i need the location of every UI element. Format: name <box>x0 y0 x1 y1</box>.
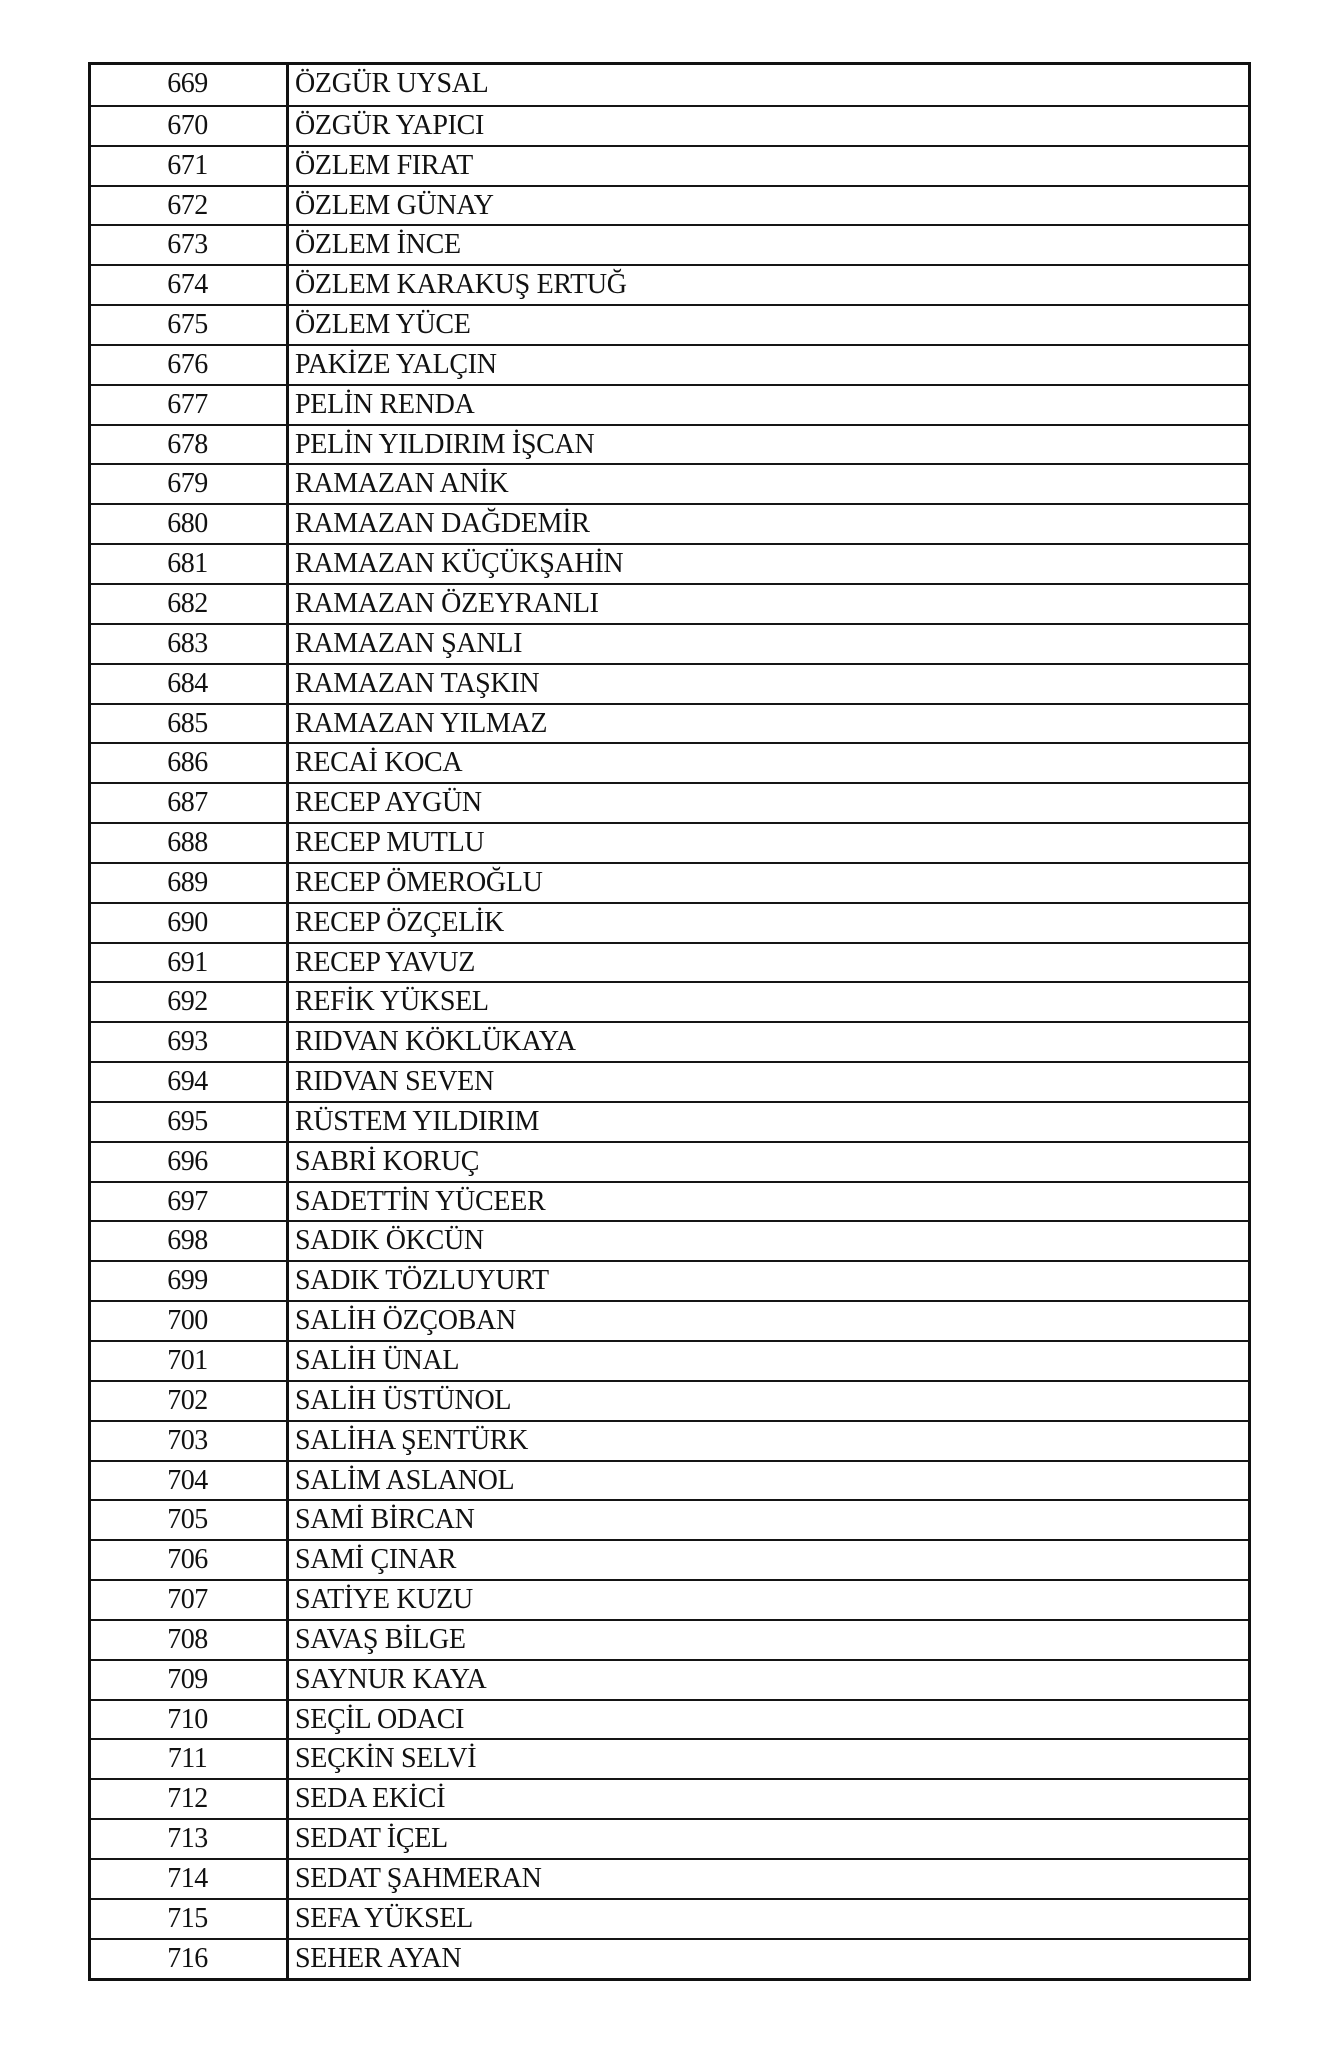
row-number-cell: 686 <box>91 744 289 782</box>
person-name-cell: SABRİ KORUÇ <box>295 1145 480 1177</box>
table-row <box>91 1340 1248 1380</box>
row-number-cell: 705 <box>91 1501 289 1539</box>
table-row <box>91 1539 1248 1579</box>
person-name-cell: RECEP MUTLU <box>295 827 485 859</box>
table-row <box>91 463 1248 503</box>
row-number-cell: 670 <box>91 107 289 145</box>
person-name-cell: RAMAZAN DAĞDEMİR <box>295 508 590 540</box>
table-row <box>91 1858 1248 1898</box>
table-row <box>91 503 1248 543</box>
row-number-cell: 704 <box>91 1462 289 1500</box>
person-name-cell: RIDVAN SEVEN <box>295 1066 494 1098</box>
person-name-cell: SALİH ÖZÇOBAN <box>295 1305 516 1337</box>
table-row <box>91 105 1248 145</box>
person-name-cell: SEDAT İÇEL <box>295 1823 448 1855</box>
row-number-cell: 710 <box>91 1701 289 1739</box>
person-name-cell: REFİK YÜKSEL <box>295 986 489 1018</box>
table-row <box>91 1460 1248 1500</box>
person-name-cell: RECEP YAVUZ <box>295 946 476 978</box>
row-number-cell: 699 <box>91 1262 289 1300</box>
row-number-cell: 695 <box>91 1103 289 1141</box>
table-row <box>91 1778 1248 1818</box>
row-number-cell: 688 <box>91 824 289 862</box>
person-name-cell: RAMAZAN KÜÇÜKŞAHİN <box>295 548 624 580</box>
person-name-cell: ÖZLEM FIRAT <box>295 149 473 181</box>
row-number-cell: 672 <box>91 187 289 225</box>
table-row <box>91 145 1248 185</box>
person-name-cell: RECEP AYGÜN <box>295 787 482 819</box>
person-name-cell: SEHER AYAN <box>295 1942 462 1974</box>
row-number-cell: 706 <box>91 1541 289 1579</box>
row-number-cell: 712 <box>91 1780 289 1818</box>
table-row <box>91 344 1248 384</box>
table-row <box>91 1380 1248 1420</box>
table-row <box>91 1101 1248 1141</box>
table-row <box>91 65 1248 105</box>
table-row <box>91 1420 1248 1460</box>
person-name-cell: SALİHA ŞENTÜRK <box>295 1424 529 1456</box>
table-row <box>91 1699 1248 1739</box>
person-name-cell: RECEP ÖZÇELİK <box>295 906 504 938</box>
row-number-cell: 694 <box>91 1063 289 1101</box>
person-name-cell: RAMAZAN ÖZEYRANLI <box>295 587 599 619</box>
person-name-cell: ÖZGÜR UYSAL <box>295 68 489 99</box>
table-row <box>91 543 1248 583</box>
table-row <box>91 663 1248 703</box>
table-row <box>91 1061 1248 1101</box>
person-name-cell: SEDA EKİCİ <box>295 1783 446 1815</box>
table-row <box>91 1021 1248 1061</box>
person-name-cell: RAMAZAN ANİK <box>295 468 509 500</box>
row-number-cell: 703 <box>91 1422 289 1460</box>
row-number-cell: 698 <box>91 1222 289 1260</box>
table-row <box>91 1499 1248 1539</box>
person-name-cell: SADIK TÖZLUYURT <box>295 1265 549 1297</box>
row-number-cell: 682 <box>91 585 289 623</box>
table-row <box>91 224 1248 264</box>
row-number-cell: 676 <box>91 346 289 384</box>
row-number-cell: 702 <box>91 1382 289 1420</box>
person-name-cell: RÜSTEM YILDIRIM <box>295 1105 540 1137</box>
row-number-cell: 700 <box>91 1302 289 1340</box>
row-number-cell: 674 <box>91 266 289 304</box>
table-row <box>91 742 1248 782</box>
row-number-cell: 707 <box>91 1581 289 1619</box>
person-name-cell: SEÇKİN SELVİ <box>295 1743 477 1775</box>
row-number-cell: 681 <box>91 545 289 583</box>
row-number-cell: 711 <box>91 1740 289 1778</box>
table-row <box>91 822 1248 862</box>
row-number-cell: 709 <box>91 1661 289 1699</box>
person-name-cell: ÖZLEM YÜCE <box>295 309 471 341</box>
person-name-cell: SEFA YÜKSEL <box>295 1902 473 1934</box>
row-number-cell: 671 <box>91 147 289 185</box>
table-row <box>91 1260 1248 1300</box>
person-name-cell: PELİN RENDA <box>295 388 475 420</box>
table-row <box>91 264 1248 304</box>
person-name-cell: RIDVAN KÖKLÜKAYA <box>295 1026 576 1058</box>
row-number-cell: 690 <box>91 904 289 942</box>
row-number-cell: 677 <box>91 386 289 424</box>
row-number-cell: 716 <box>91 1940 289 1978</box>
row-number-cell: 675 <box>91 306 289 344</box>
table-row <box>91 981 1248 1021</box>
row-number-cell: 697 <box>91 1183 289 1221</box>
table-row <box>91 623 1248 663</box>
person-name-cell: ÖZGÜR YAPICI <box>295 109 485 141</box>
person-name-cell: ÖZLEM İNCE <box>295 229 461 261</box>
table-row <box>91 862 1248 902</box>
table-row <box>91 1938 1248 1978</box>
person-name-cell: PELİN YILDIRIM İŞCAN <box>295 428 595 460</box>
table-row <box>91 942 1248 982</box>
row-number-cell: 696 <box>91 1143 289 1181</box>
table-row <box>91 1220 1248 1260</box>
table-row <box>91 1898 1248 1938</box>
name-list-table <box>88 62 1251 1981</box>
row-number-cell: 669 <box>91 65 289 105</box>
person-name-cell: SEDAT ŞAHMERAN <box>295 1862 542 1894</box>
row-number-cell: 680 <box>91 505 289 543</box>
row-number-cell: 689 <box>91 864 289 902</box>
row-number-cell: 714 <box>91 1860 289 1898</box>
person-name-cell: SALİH ÜSTÜNOL <box>295 1384 512 1416</box>
person-name-cell: SAMİ BİRCAN <box>295 1504 475 1536</box>
person-name-cell: SADIK ÖKCÜN <box>295 1225 484 1257</box>
person-name-cell: RAMAZAN ŞANLI <box>295 627 523 659</box>
person-name-cell: ÖZLEM GÜNAY <box>295 189 494 221</box>
row-number-cell: 713 <box>91 1820 289 1858</box>
table-row <box>91 304 1248 344</box>
person-name-cell: SAVAŞ BİLGE <box>295 1623 466 1655</box>
row-number-cell: 708 <box>91 1621 289 1659</box>
table-row <box>91 424 1248 464</box>
table-row <box>91 1619 1248 1659</box>
row-number-cell: 685 <box>91 705 289 743</box>
person-name-cell: RAMAZAN TAŞKIN <box>295 667 540 699</box>
person-name-cell: SEÇİL ODACI <box>295 1703 465 1735</box>
row-number-cell: 678 <box>91 426 289 464</box>
row-number-cell: 692 <box>91 983 289 1021</box>
row-number-cell: 684 <box>91 665 289 703</box>
person-name-cell: SALİH ÜNAL <box>295 1345 460 1376</box>
table-row <box>91 1141 1248 1181</box>
person-name-cell: SADETTİN YÜCEER <box>295 1185 546 1217</box>
table-row <box>91 1659 1248 1699</box>
row-number-cell: 691 <box>91 944 289 982</box>
row-number-cell: 693 <box>91 1023 289 1061</box>
table-row <box>91 1738 1248 1778</box>
table-row <box>91 583 1248 623</box>
person-name-cell: SAYNUR KAYA <box>295 1663 487 1695</box>
row-number-cell: 673 <box>91 226 289 264</box>
table-row <box>91 782 1248 822</box>
row-number-cell: 683 <box>91 625 289 663</box>
person-name-cell: ÖZLEM KARAKUŞ ERTUĞ <box>295 269 627 301</box>
table-row <box>91 1300 1248 1340</box>
person-name-cell: RAMAZAN YILMAZ <box>295 707 548 739</box>
row-number-cell: 687 <box>91 784 289 822</box>
person-name-cell: SALİM ASLANOL <box>295 1464 515 1496</box>
table-row <box>91 902 1248 942</box>
table-row <box>91 185 1248 225</box>
person-name-cell: RECEP ÖMEROĞLU <box>295 866 543 898</box>
table-row <box>91 1818 1248 1858</box>
person-name-cell: PAKİZE YALÇIN <box>295 348 497 380</box>
table-row <box>91 384 1248 424</box>
row-number-cell: 679 <box>91 465 289 503</box>
person-name-cell: SAMİ ÇINAR <box>295 1544 457 1576</box>
person-name-cell: SATİYE KUZU <box>295 1584 473 1616</box>
table-row <box>91 1181 1248 1221</box>
person-name-cell: RECAİ KOCA <box>295 747 463 779</box>
row-number-cell: 701 <box>91 1342 289 1380</box>
row-number-cell: 715 <box>91 1900 289 1938</box>
table-row <box>91 1579 1248 1619</box>
table-row <box>91 703 1248 743</box>
